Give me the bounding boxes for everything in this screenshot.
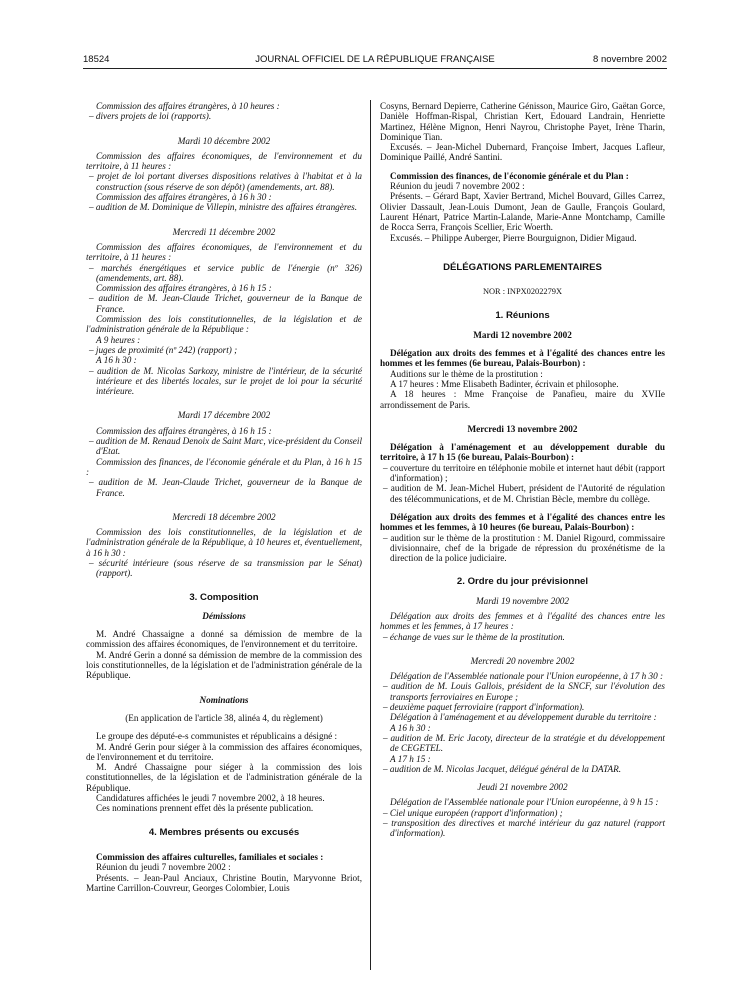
right-paragraph: Excusés. – Jean-Michel Dubernard, Françoise Imbert, Jacques Lafleur, Dominique Paillé, André Santini. [380,142,665,163]
right-paragraph: Mercredi 20 novembre 2002 [470,655,575,666]
left-paragraph: Commission des affaires culturelles, familiales et sociales : [96,851,324,862]
left-paragraph: M. André Chassaigne pour siéger à la commission des lois constitutionnelles, de la législation et de l'administration générale de la République. [86,762,362,793]
right-paragraph: Mardi 19 novembre 2002 [476,595,569,606]
right-paragraph: – échange de vues sur le thème de la prostitution. [383,631,565,642]
left-paragraph: – marchés énergétiques et service public de l'énergie (nº 326) (amendements, art. 88). [89,262,362,283]
left-paragraph: 4. Membres présents ou excusés [148,826,300,838]
left-paragraph: Mardi 10 décembre 2002 [177,135,271,146]
left-paragraph: Nominations [199,694,249,705]
issue-date: 8 novembre 2002 [593,54,667,65]
left-paragraph: Mercredi 11 décembre 2002 [172,226,276,237]
right-paragraph: A 17 h 15 : [390,753,431,764]
left-paragraph: A 9 heures : [96,334,141,345]
right-paragraph: Délégation aux droits des femmes et à l'égalité des chances entre les hommes et les femmes, à 17 heures : [380,610,665,632]
right-paragraph: A 16 h 30 : [390,722,431,733]
left-paragraph: M. André Gerin a donné sa démission de membre de la commission des lois constitutionnelles, de la législation et de l'administration générale de la République. [86,649,362,681]
right-paragraph: – couverture du territoire en téléphonie mobile et internet haut débit (rapport d'information) ; [383,462,665,484]
left-paragraph: – audition de M. Renaud Denoix de Saint Marc, vice-président du Conseil d'Etat. [89,436,362,457]
left-paragraph: – projet de loi portant diverses dispositions relatives à l'habitat et à la construction (sous réserve de son dépôt) (amendements, art. 88). [89,171,362,192]
left-paragraph: Commission des affaires économiques, de l'environnement et du territoire, à 11 heures : [86,150,362,172]
right-paragraph: Délégation aux droits des femmes et à l'égalité des chances entre les hommes et les femmes (6e bureau, Palais-Bourbon) : [380,348,665,369]
page-header [83,54,667,68]
right-paragraph: Délégation de l'Assemblée nationale pour l'Union européenne, à 17 h 30 : [390,671,664,682]
right-paragraph: – audition de M. Eric Jacoty, directeur de la stratégie et du développement de CEGETEL. [383,732,665,754]
right-paragraph: Délégation à l'aménagement et au développement durable du territoire : [390,712,657,723]
right-paragraph: – audition de M. Nicolas Jacquet, délégué général de la DATAR. [383,763,622,774]
left-paragraph: Le groupe des député-e-s communistes et républicains a désigné : [96,731,338,742]
left-paragraph: – sécurité intérieure (sous réserve de sa transmission par le Sénat) (rapport). [89,557,362,579]
header-rule [83,68,667,69]
left-paragraph: M. André Gerin pour siéger à la commission des affaires économiques, de l'environnement et du territoire. [86,741,362,762]
left-paragraph: Commission des affaires étrangères, à 16 h 30 : [96,192,272,203]
right-paragraph: A 18 heures : Mme Françoise de Panafieu, maire du XVIIe arrondissement de Paris. [380,389,665,410]
left-paragraph: Commission des affaires étrangères, à 16 h 15 : [96,283,272,294]
right-paragraph: Réunion du jeudi 7 novembre 2002 : [390,181,525,192]
left-paragraph: Commission des lois constitutionnelles, de la législation et de l'administration générale de la République : [86,314,362,335]
left-paragraph: Ces nominations prennent effet dès la présente publication. [96,803,314,814]
right-paragraph: – audition de M. Jean-Michel Hubert, président de l'Autorité de régulation des télécommunications, et de M. Christian Bècle, membre du collège. [383,483,665,504]
right-paragraph: Mercredi 13 novembre 2002 [467,423,578,434]
left-paragraph: – audition de M. Jean-Claude Trichet, gouverneur de la Banque de France. [89,293,362,314]
left-paragraph: Démissions [202,610,246,621]
right-paragraph: Délégation aux droits des femmes et à l'égalité des chances entre les hommes et les femmes, à 10 heures (6e bureau, Palais-Bourbon) : [380,511,665,533]
right-paragraph: Délégation à l'aménagement et au développement durable du territoire, à 17 h 15 (6e bureau, Palais-Bourbon) : [380,442,665,463]
right-paragraph: A 17 heures : Mme Elisabeth Badinter, écrivain et philosophe. [390,378,619,389]
left-paragraph: Commission des affaires étrangères, à 10 heures : [96,101,280,111]
left-paragraph: – audition de M. Nicolas Sarkozy, ministre de l'intérieur, de la sécurité intérieure et des libertés locales, sur le projet de loi pour la sécurité intérieure. [89,365,362,397]
left-paragraph: Réunion du jeudi 7 novembre 2002 : [96,862,231,873]
left-paragraph: M. André Chassaigne a donné sa démission de membre de la commission des affaires économiques, de l'environnement et du territoire. [86,629,362,650]
page-number: 18524 [83,54,110,65]
right-paragraph: – transposition des directives et marché intérieur du gaz naturel (rapport d'information). [383,818,665,839]
journal-title: JOURNAL OFFICIEL DE LA RÉPUBLIQUE FRANÇAISE [255,54,495,65]
right-paragraph: Présents. – Gérard Bapt, Xavier Bertrand, Michel Bouvard, Gilles Carrez, Olivier Dassault, Jean-Louis Dumont, Jean de Gaulle, François Goulard, Laurent Hénart, Patrice Martin-Lalande, Marie-Anne Montchamp, Camille de Rocca Serra, François Scellier, Eric Woerth. [380,191,665,233]
left-paragraph: A 16 h 30 : [96,355,137,366]
left-paragraph: Mardi 17 décembre 2002 [177,410,271,421]
left-paragraph: – juges de proximité (nº 242) (rapport) ; [89,344,238,355]
left-paragraph: Commission des finances, de l'économie générale et du Plan, à 16 h 15 : [86,456,362,477]
right-paragraph: – deuxième paquet ferroviaire (rapport d'information). [383,702,585,713]
left-paragraph: – audition de M. Dominique de Villepin, ministre des affaires étrangères. [89,202,358,213]
right-paragraph: Mardi 12 novembre 2002 [473,329,572,340]
right-paragraph: Commission des finances, de l'économie générale et du Plan : [390,170,629,181]
right-paragraph: Excusés. – Philippe Auberger, Pierre Bourguignon, Didier Migaud. [390,232,637,243]
right-paragraph: – audition de M. Louis Gallois, président de la SNCF, sur l'évolution des transports ferroviaires en Europe ; [383,681,665,702]
right-paragraph: 2. Ordre du jour prévisionnel [456,576,589,588]
left-paragraph: 3. Composition [189,591,259,603]
left-paragraph: – audition de M. Jean-Claude Trichet, gouverneur de la Banque de France. [89,477,362,498]
right-column [380,101,665,839]
right-paragraph: Jeudi 21 novembre 2002 [477,782,568,793]
left-paragraph: – divers projets de loi (rapports). [89,111,212,122]
left-paragraph: Mercredi 18 décembre 2002 [172,511,276,522]
left-paragraph: Commission des lois constitutionnelles, de la législation et de l'administration générale de la République, à 10 heures et, éventuellement, à 16 h 30 : [86,527,362,558]
right-paragraph: – audition sur le thème de la prostitution : M. Daniel Rigourd, commissaire divisionnaire, chef de la brigade de répression du proxénétisme de la direction de la police judiciaire. [383,532,665,564]
right-paragraph: DÉLÉGATIONS PARLEMENTAIRES [443,261,602,273]
left-paragraph: Commission des affaires étrangères, à 16 h 15 : [96,425,272,436]
left-paragraph: (En application de l'article 38, alinéa 4, du règlement) [125,712,323,723]
right-paragraph: – Ciel unique européen (rapport d'information) ; [383,807,563,818]
right-paragraph: Cosyns, Bernard Depierre, Catherine Génisson, Maurice Giro, Gaëtan Gorce, Danièle Hoffman-Rispal, Christian Kert, Edouard Landrain, Henriette Martinez, Hélène Mignon, Henri Nayrou, Christophe Payet, Irène Tharin, Dominique Tian. [380,101,665,142]
right-paragraph: Délégation de l'Assemblée nationale pour l'Union européenne, à 9 h 15 : [390,797,659,808]
right-paragraph: 1. Réunions [495,310,550,322]
right-paragraph: Auditions sur le thème de la prostitution : [390,368,543,379]
left-paragraph: Commission des affaires économiques, de l'environnement et du territoire, à 11 heures : [86,241,362,263]
right-paragraph: NOR : INPX0202279X [482,287,563,297]
left-paragraph: Présents. – Jean-Paul Anciaux, Christine Boutin, Maryvonne Briot, Martine Carrillon-Couvreur, Georges Colombier, Louis [86,872,362,893]
column-divider [370,100,371,970]
left-paragraph: Candidatures affichées le jeudi 7 novembre 2002, à 18 heures. [96,793,325,804]
left-column [86,101,362,893]
